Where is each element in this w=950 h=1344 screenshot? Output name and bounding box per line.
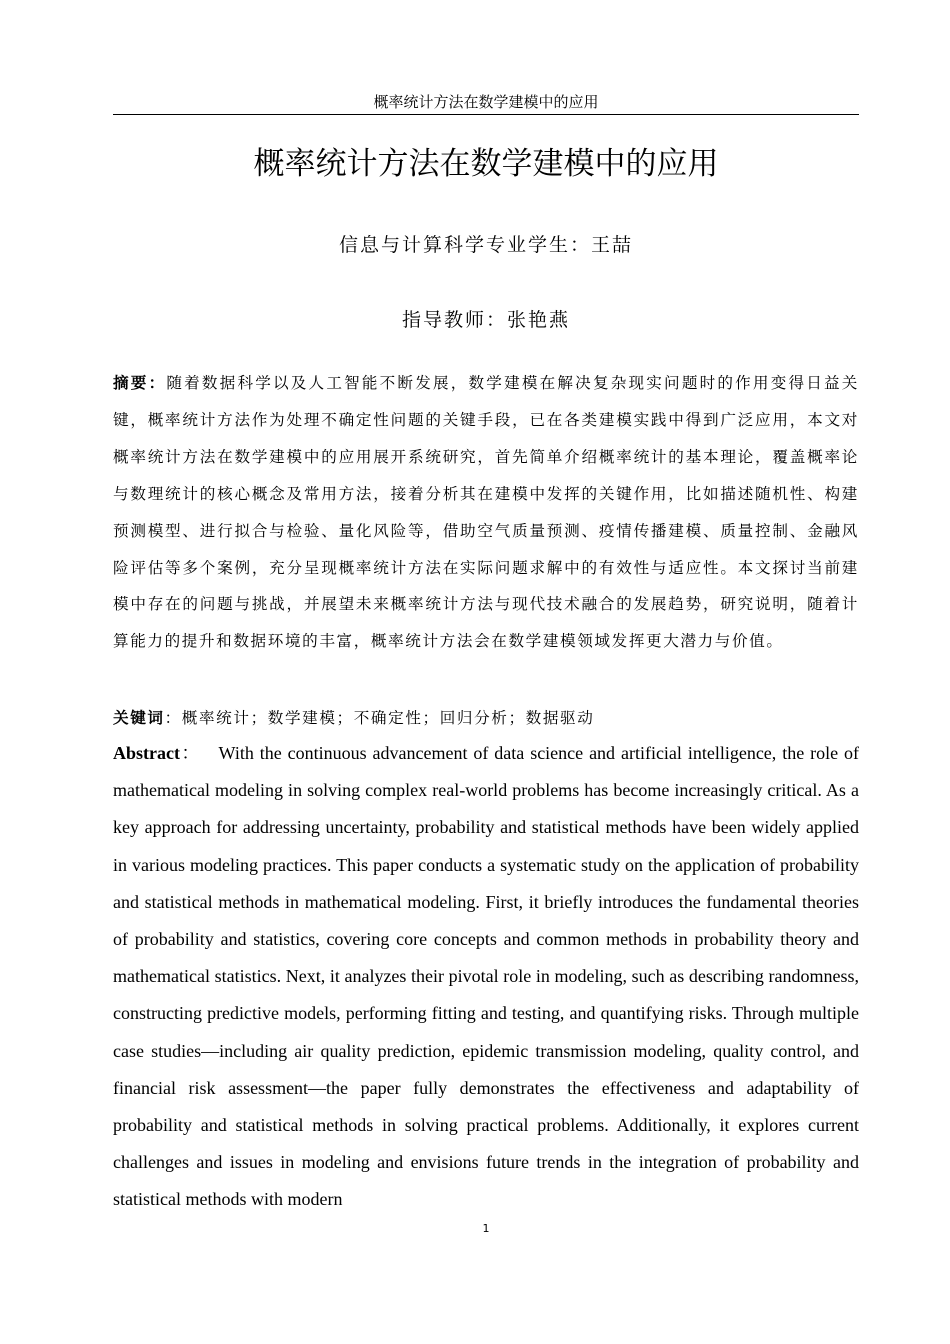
chinese-keywords-separator: ： bbox=[164, 709, 182, 727]
chinese-keywords-text: 概率统计；数学建模；不确定性；回归分析；数据驱动 bbox=[181, 709, 595, 727]
running-header: 概率统计方法在数学建模中的应用 bbox=[113, 92, 859, 115]
english-abstract-label: Abstract bbox=[113, 743, 180, 763]
chinese-keywords-label: 关键词 bbox=[113, 708, 165, 727]
chinese-abstract bbox=[113, 365, 859, 660]
author-line: 信息与计算科学专业学生：王喆 bbox=[338, 234, 633, 256]
chinese-abstract-text: 随着数据科学以及人工智能不断发展，数学建模在解决复杂现实问题时的作用变得日益关键，概率统计方法作为处理不确定性问题的关键手段，已在各类建模实践中得到广泛应用，本文对概率统计方法在数学建模中的应用展开系统研究，首先简单介绍概率统计的基本理论，覆盖概率论与数理统计的核心概念及常用方法，接着分析其在建模中发挥的关键作用，比如描述随机性、构建预测模型、进行拟合与检验、量化风险等，借助空气质量预测、疫情传播建模、质量控制、金融风险评估等多个案例，充分呈现概率统计方法在实际问题求解中的有效性与适应性。本文探讨当前建模中存在的问题与挑战，并展望未来概率统计方法与现代技术融合的发展趋势，研究说明，随着计算能力的提升和数据环境的丰富，概率统计方法会在数学建模领域发挥更大潜力与价值。 bbox=[113, 374, 859, 651]
advisor-line: 指导教师：张艳燕 bbox=[401, 309, 570, 331]
english-abstract-text: With the continuous advancement of data science and artificial intelligence, the role of mathematical modeling in solving complex real-world problems has become increasingly critical. As a key approach for addressing uncertainty, probability and statistical methods have been widely applied in various modeling practices. This paper conducts a systematic study on the application of probability and statistical methods in mathematical modeling. First, it briefly introduces the fundamental theories of probability and statistics, covering core concepts and common methods in probability theory and mathematical statistics. Next, it analyzes their pivotal role in modeling, such as describing randomness, constructing predictive models, performing fitting and testing, and quantifying risks. Through multiple case studies—including air quality prediction, epidemic transmission modeling, quality control, and financial risk assessment—the paper fully demonstrates the effectiveness and adaptability of probability and statistical methods in solving practical problems. Additionally, it explores current challenges and issues in modeling and envisions future trends in the integration of probability and statistical methods with modern bbox=[113, 743, 859, 1210]
english-abstract-separator: ： bbox=[179, 743, 201, 763]
chinese-abstract-label: 摘要 bbox=[113, 373, 149, 392]
page-number: 1 bbox=[482, 1222, 490, 1235]
document-title: 概率统计方法在数学建模中的应用 bbox=[253, 146, 719, 182]
english-abstract bbox=[113, 735, 859, 1219]
chinese-keywords bbox=[113, 700, 859, 736]
chinese-abstract-separator: ： bbox=[148, 373, 167, 392]
